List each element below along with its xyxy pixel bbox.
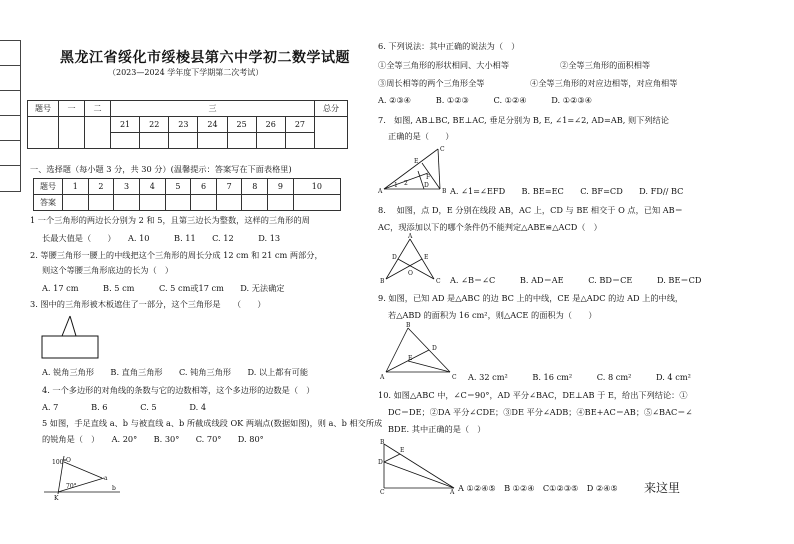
fig-label: 1 bbox=[394, 182, 398, 189]
score-cell: 25 bbox=[227, 117, 256, 133]
score-cell bbox=[315, 117, 348, 149]
answer-cell: 4 bbox=[139, 179, 165, 195]
score-cell: 26 bbox=[256, 117, 285, 133]
fig-label: A bbox=[380, 374, 385, 381]
q8-line1: 8. 如图，点 D，E 分别在线段 AB，AC 上，CD 与 BE 相交于 O 点，已知 AB＝ bbox=[378, 205, 683, 215]
fig-label: C bbox=[440, 146, 445, 153]
q4-options: A. 7 B. 6 C. 5 D. 4 bbox=[42, 402, 207, 412]
exam-subtitle: （2023—2024 学年度下学期第二次考试） bbox=[108, 68, 264, 77]
answer-cell: 3 bbox=[114, 179, 140, 195]
score-cell bbox=[198, 133, 227, 149]
answer-cell: 5 bbox=[165, 179, 191, 195]
fig-label: A bbox=[378, 188, 383, 195]
score-cell bbox=[59, 117, 85, 149]
score-cell bbox=[111, 133, 140, 149]
q3-options: A. 锐角三角形 B. 直角三角形 C. 钝角三角形 D. 以上都有可能 bbox=[42, 367, 309, 377]
answer-input-cell[interactable] bbox=[293, 195, 340, 211]
q4-line1: 4. 一个多边形的对角线的条数与它的边数相等，这个多边形的边数是（ ） bbox=[42, 385, 315, 395]
q8-figure bbox=[380, 235, 440, 285]
binding-line bbox=[0, 140, 20, 141]
q6-s3: ③周长相等的两个三角形全等 bbox=[378, 78, 485, 88]
fig-label: E bbox=[424, 254, 429, 261]
fig-label: 100° bbox=[52, 459, 67, 466]
fig-label: C bbox=[380, 489, 385, 496]
q5-line2: 的锐角是（ ） A. 20° B. 30° C. 70° D. 80° bbox=[42, 434, 264, 444]
fig-label: B bbox=[380, 278, 385, 285]
binding-line bbox=[0, 165, 20, 166]
answer-input-cell[interactable] bbox=[268, 195, 294, 211]
q9-figure bbox=[378, 322, 458, 382]
q10-extra-text: 来这里 bbox=[644, 481, 681, 495]
q5-line1: 5 如图，手足直线 a、b 与被直线 a、b 所截成线段 OK 两端点(数据如图)，则 a、b 相交所成 bbox=[42, 418, 383, 428]
q6-line1: 6. 下列说法：其中正确的说法为（ ） bbox=[378, 41, 520, 51]
answer-cell: 9 bbox=[268, 179, 294, 195]
q10-line1: 10. 如图△ABC 中，∠C＝90°，AD 平分∠BAC，DE⊥AB 于 E，给出下列结论：① bbox=[378, 390, 688, 400]
answer-table bbox=[33, 178, 341, 211]
q6-options: A. ②③④ B. ①②③ C. ①②④ D. ①②③④ bbox=[378, 95, 593, 105]
binding-line bbox=[0, 65, 20, 66]
fig-label: 70° bbox=[66, 483, 77, 490]
score-cell: 23 bbox=[169, 117, 198, 133]
answer-input-cell[interactable] bbox=[191, 195, 217, 211]
fig-label: A bbox=[408, 233, 413, 240]
answer-cell: 8 bbox=[242, 179, 268, 195]
q10-figure bbox=[378, 440, 458, 495]
q10-line3: BDE. 其中正确的是（ ） bbox=[388, 424, 486, 434]
fig-label: E bbox=[400, 447, 405, 454]
answer-cell: 1 bbox=[63, 179, 89, 195]
q2-line2: 则这个等腰三角形底边的长为（ ） bbox=[42, 265, 174, 275]
answer-cell: 答案 bbox=[34, 195, 63, 211]
answer-input-cell[interactable] bbox=[216, 195, 242, 211]
fig-label: 2 bbox=[404, 180, 408, 187]
q2-line1: 2. 等腰三角形一腰上的中线把这个三角形的周长分成 12 cm 和 21 cm 两部分， bbox=[30, 250, 323, 260]
fig-label: A bbox=[450, 489, 455, 496]
score-cell: 二 bbox=[85, 101, 111, 117]
q10-options: A ①②④⑤ B ①②④ C①②③⑤ D ②④⑤ bbox=[458, 483, 618, 493]
fig-label: D bbox=[424, 182, 429, 189]
answer-cell: 2 bbox=[88, 179, 114, 195]
score-cell: 总分 bbox=[315, 101, 348, 117]
score-table bbox=[27, 100, 348, 149]
score-cell bbox=[256, 133, 285, 149]
score-cell: 三 bbox=[111, 101, 315, 117]
score-cell bbox=[85, 117, 111, 149]
q6-s2: ②全等三角形的面积相等 bbox=[560, 60, 651, 70]
q7-figure bbox=[378, 145, 448, 195]
binding-line bbox=[0, 115, 20, 116]
q8-options: A. ∠B＝∠C B. AD＝AE C. BD＝CE D. BE＝CD bbox=[450, 275, 702, 285]
fig-label: E bbox=[414, 158, 419, 165]
q3-line1: 3. 图中的三角形被木板遮住了一部分，这个三角形是 （ ） bbox=[30, 299, 266, 309]
score-cell: 一 bbox=[59, 101, 85, 117]
q9-line2: 若△ABD 的面积为 16 cm²，则△ACE 的面积为（ ） bbox=[388, 310, 597, 320]
score-cell: 题号 bbox=[28, 101, 59, 117]
fig-label: B bbox=[442, 188, 447, 195]
fig-label: D bbox=[378, 459, 383, 466]
q9-options: A. 32 cm² B. 16 cm² C. 8 cm² D. 4 cm² bbox=[468, 372, 691, 382]
fig-label: a bbox=[104, 475, 108, 482]
q3-figure bbox=[40, 314, 110, 362]
q10-line2: DC＝DE；②DA 平分∠CDE；③DE 平分∠ADB；④BE+AC＝AB；⑤∠BAC＝∠ bbox=[388, 407, 693, 417]
fig-label: O bbox=[66, 457, 71, 464]
answer-input-cell[interactable] bbox=[139, 195, 165, 211]
answer-cell: 题号 bbox=[34, 179, 63, 195]
answer-input-cell[interactable] bbox=[165, 195, 191, 211]
score-cell bbox=[28, 117, 59, 149]
fig-label: b bbox=[112, 485, 116, 492]
fig-label: B bbox=[406, 322, 411, 329]
q7-options: A. ∠1=∠EFD B. BE=EC C. BF=CD D. FD// BC bbox=[450, 186, 684, 196]
fig-label: C bbox=[452, 374, 457, 381]
binding-margin bbox=[0, 40, 21, 192]
answer-input-cell[interactable] bbox=[63, 195, 89, 211]
score-cell bbox=[140, 133, 169, 149]
q8-line2: AC，现添加以下的哪个条件仍不能判定△ABE≌△ACD（ ） bbox=[378, 222, 602, 232]
score-cell bbox=[169, 133, 198, 149]
answer-cell: 7 bbox=[216, 179, 242, 195]
q2-options: A. 17 cm B. 5 cm C. 5 cm或17 cm D. 无法确定 bbox=[42, 283, 285, 293]
section1-heading: 一、选择题（每小题 3 分，共 30 分）(温馨提示：答案写在下面表格里) bbox=[30, 164, 292, 174]
q7-line2: 正确的是（ ） bbox=[388, 131, 454, 141]
fig-label: F bbox=[426, 174, 431, 181]
fig-label: B bbox=[380, 439, 385, 446]
q1-line2: 长最大值是（ ） A. 10 B. 11 C. 12 D. 13 bbox=[42, 233, 281, 243]
q1-line1: 1 一个三角形的两边长分别为 2 和 5，且第三边长为整数，这样的三角形的周 bbox=[30, 215, 310, 225]
answer-input-cell[interactable] bbox=[88, 195, 114, 211]
score-cell: 27 bbox=[285, 117, 314, 133]
fig-label: D bbox=[432, 345, 437, 352]
score-cell: 22 bbox=[140, 117, 169, 133]
score-cell bbox=[285, 133, 314, 149]
score-cell: 21 bbox=[111, 117, 140, 133]
fig-label: D bbox=[392, 254, 397, 261]
fig-label: E bbox=[408, 355, 413, 362]
binding-line bbox=[0, 90, 20, 91]
score-cell: 24 bbox=[198, 117, 227, 133]
answer-input-cell[interactable] bbox=[114, 195, 140, 211]
exam-title: 黑龙江省绥化市绥棱县第六中学初二数学试题 bbox=[60, 50, 350, 66]
fig-label: K bbox=[54, 495, 59, 502]
q7-line1: 7. 如图, AB⊥BC, BE⊥AC, 垂足分别为 B, E, ∠1=∠2, AD=AB, 则下列结论 bbox=[378, 115, 669, 125]
q5-figure bbox=[42, 452, 122, 502]
q6-s4: ④全等三角形的对应边相等，对应角相等 bbox=[530, 78, 678, 88]
q6-s1: ①全等三角形的形状相同、大小相等 bbox=[378, 60, 510, 70]
answer-input-cell[interactable] bbox=[242, 195, 268, 211]
q9-line1: 9. 如图，已知 AD 是△ABC 的边 BC 上的中线，CE 是△ADC 的边 AD 上的中线， bbox=[378, 293, 684, 303]
answer-cell: 10 bbox=[293, 179, 340, 195]
answer-cell: 6 bbox=[191, 179, 217, 195]
fig-label: O bbox=[408, 270, 413, 277]
score-cell bbox=[227, 133, 256, 149]
fig-label: C bbox=[436, 278, 441, 285]
